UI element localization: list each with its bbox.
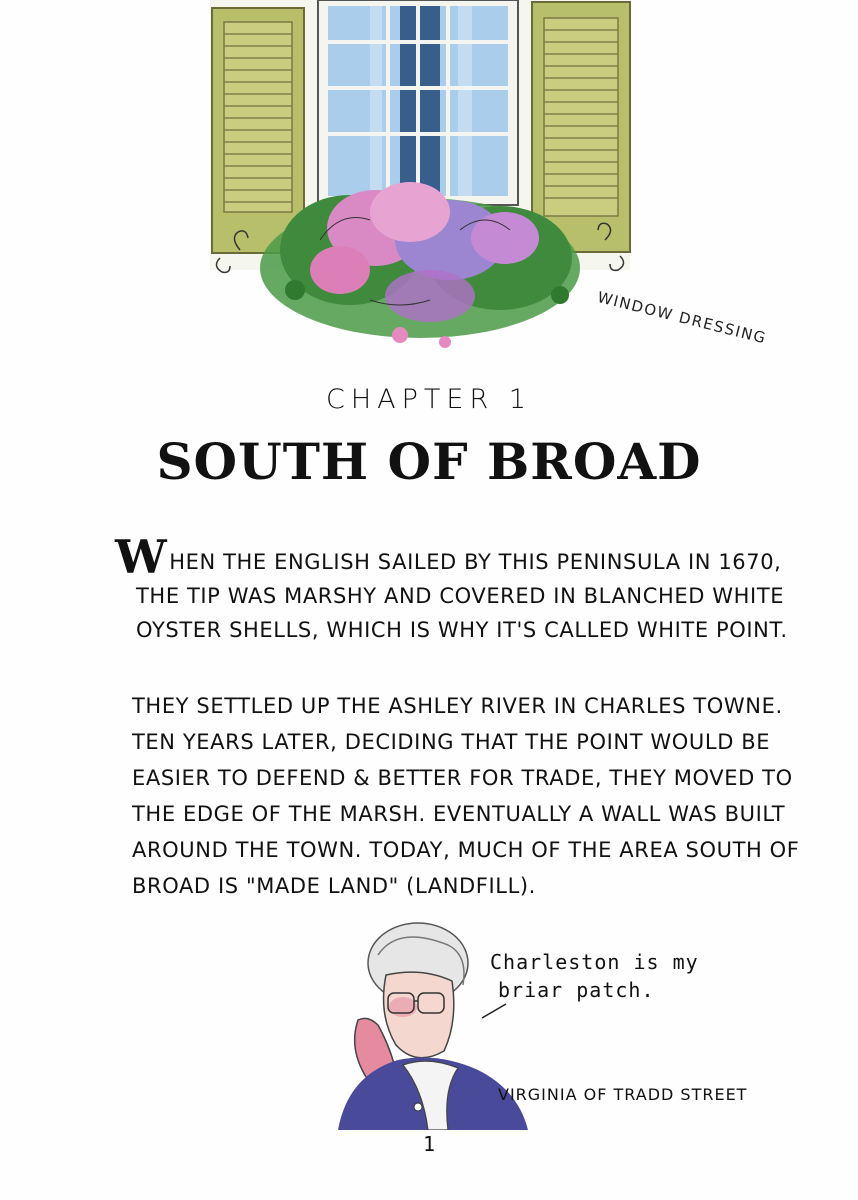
quote-line-1: Charleston is my <box>490 950 699 974</box>
illustration-caption: WINDOW DRESSING <box>595 288 769 348</box>
window-panes <box>318 0 518 205</box>
paragraph-1 <box>115 530 815 647</box>
paragraph-1-line-3: OYSTER SHELLS, WHICH IS WHY IT'S CALLED WHITE POINT. <box>136 618 788 642</box>
drop-cap: W <box>115 530 168 584</box>
paragraph-2-line: TEN YEARS LATER, DECIDING THAT THE POINT WOULD BE <box>132 730 771 754</box>
window-box-illustration <box>200 0 640 365</box>
paragraph-1-line-1 <box>115 530 815 584</box>
chapter-label: CHAPTER 1 <box>326 384 532 415</box>
paragraph-2-line: BROAD IS "MADE LAND" (LANDFILL). <box>132 874 536 898</box>
portrait-quote <box>490 948 699 1004</box>
paragraph-2-line: THE EDGE OF THE MARSH. EVENTUALLY A WALL WAS BUILT <box>132 802 786 826</box>
page-number: 1 <box>422 1132 436 1156</box>
quote-pointer-line <box>478 1000 508 1022</box>
paragraph-2-line: AROUND THE TOWN. TODAY, MUCH OF THE AREA SOUTH OF <box>132 838 800 862</box>
paragraph-2 <box>132 688 812 904</box>
portrait-caption: VIRGINIA OF TRADD STREET <box>498 1085 748 1104</box>
quote-line-2: briar patch. <box>498 978 655 1002</box>
paragraph-1-line-2: THE TIP WAS MARSHY AND COVERED IN BLANCHED WHITE <box>136 584 785 608</box>
chapter-title: SOUTH OF BROAD <box>156 432 702 491</box>
paragraph-2-line: EASIER TO DEFEND & BETTER FOR TRADE, THEY MOVED TO <box>132 766 793 790</box>
paragraph-2-line: THEY SETTLED UP THE ASHLEY RIVER IN CHARLES TOWNE. <box>132 694 783 718</box>
paragraph-1-line-1-text: HEN THE ENGLISH SAILED BY THIS PENINSULA IN 1670, <box>169 550 782 574</box>
